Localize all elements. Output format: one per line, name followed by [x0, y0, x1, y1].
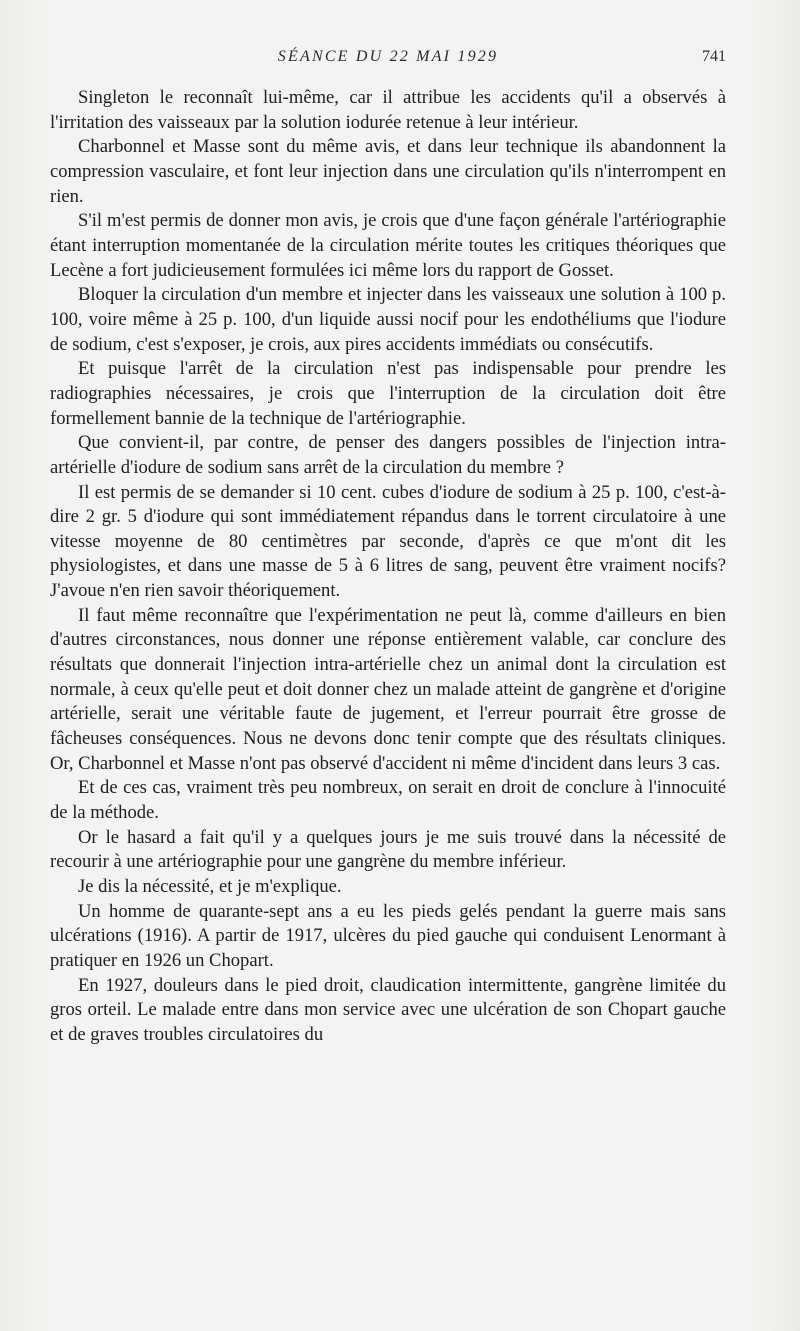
- paragraph: S'il m'est permis de donner mon avis, je crois que d'une façon générale l'artériographie étant interruption momentanée de la circulation mérite toutes les critiques théoriques que Lecène a fort judicieusement formulées ici même lors du rapport de Gosset.: [50, 210, 726, 281]
- paragraph: Je dis la nécessité, et je m'explique.: [78, 876, 342, 897]
- paragraph: Singleton le reconnaît lui-même, car il attribue les accidents qu'il a observés à l'irritation des vaisseaux par la solution iodurée retenue à leur intérieur.: [50, 87, 726, 133]
- paragraph: Charbonnel et Masse sont du même avis, et dans leur technique ils abandonnent la compression vasculaire, et font leur injection dans une circulation qu'ils n'interrompent en rien.: [50, 136, 726, 207]
- paragraph: Et de ces cas, vraiment très peu nombreux, on serait en droit de conclure à l'innocuité de la méthode.: [50, 777, 726, 824]
- paragraph: Or le hasard a fait qu'il y a quelques jours je me suis trouvé dans la nécessité de recourir à une artériographie pour une gangrène du membre inférieur.: [50, 826, 726, 873]
- running-head: [50, 48, 726, 68]
- body-text: [50, 86, 726, 1048]
- running-title: SÉANCE DU 22 MAI 1929: [277, 48, 499, 65]
- page-number: 741: [702, 48, 726, 65]
- paragraph: Et puisque l'arrêt de la circulation n'est pas indispensable pour prendre les radiographies nécessaires, je crois que l'interruption de la circulation doit être formellement bannie de la technique de l'artériographie.: [50, 358, 726, 429]
- paragraph: Il est permis de se demander si 10 cent. cubes d'iodure de sodium à 25 p. 100, c'est-à-dire 2 gr. 5 d'iodure qui sont immédiatement répandus dans le torrent circulatoire à une vitesse moyenne de 80 centimètres par seconde, d'après ce que m'ont dit les physiologistes, et dans une masse de 5 à 6 litres de sang, peuvent être vraiment nocifs? J'avoue n'en rien savoir théoriquement.: [50, 481, 726, 602]
- paragraph: En 1927, douleurs dans le pied droit, claudication intermittente, gangrène limitée du gros orteil. Le malade entre dans mon service avec une ulcération de son Chopart gauche et de graves troubles circulatoires du: [50, 974, 726, 1045]
- paragraph: Il faut même reconnaître que l'expérimentation ne peut là, comme d'ailleurs en bien d'autres circonstances, nous donner une réponse entièrement valable, car conclure des résultats que donnerait l'injection intra-artérielle chez un animal dont la circulation est normale, à ceux qu'elle peut et doit donner chez un malade atteint de gangrène et d'origine artérielle, serait une véritable faute de jugement, et l'erreur pourrait être grosse de fâcheuses conséquences. Nous ne devons donc tenir compte que des résultats cliniques. Or, Charbonnel et Masse n'ont pas observé d'accident ni même d'incident dans leurs 3 cas.: [50, 604, 726, 774]
- paragraph: Que convient-il, par contre, de penser des dangers possibles de l'injection intra-artérielle d'iodure de sodium sans arrêt de la circulation du membre ?: [50, 432, 726, 478]
- paragraph: Un homme de quarante-sept ans a eu les pieds gelés pendant la guerre mais sans ulcérations (1916). A partir de 1917, ulcères du pied gauche qui conduisent Lenormant à pratiquer en 1926 un Chopart.: [50, 900, 726, 971]
- paragraph: Bloquer la circulation d'un membre et injecter dans les vaisseaux une solution à 100 p. 100, voire même à 25 p. 100, d'un liquide aussi nocif pour les endothéliums que l'iodure de sodium, c'est s'exposer, je crois, aux pires accidents immédiats ou consécutifs.: [50, 284, 726, 355]
